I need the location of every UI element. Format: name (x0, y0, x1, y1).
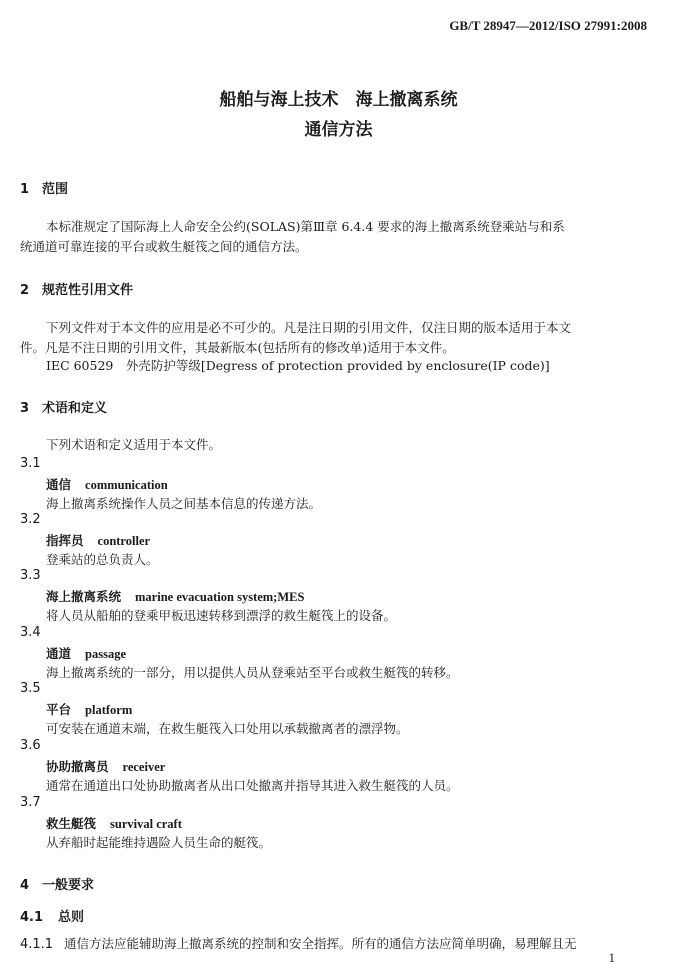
section-number: 4 (20, 878, 30, 893)
clause-4-1-1 (20, 934, 577, 955)
section-title: 术语和定义 (42, 401, 108, 416)
section-title: 范围 (42, 182, 69, 197)
subsection-title: 总则 (58, 910, 85, 925)
term-zh: 平台 (46, 702, 72, 717)
term-zh: 救生艇筏 (46, 816, 97, 831)
term-entry (46, 531, 150, 549)
term-en: passage (85, 647, 126, 661)
term-definition: 从弃船时起能维持遇险人员生命的艇筏。 (46, 835, 272, 850)
section-2-heading (20, 279, 133, 298)
normative-paragraph-line2: 件。凡是不注日期的引用文件，其最新版本(包括所有的修改单)适用于本文件。 (20, 340, 455, 355)
term-zh: 通信 (46, 477, 72, 492)
section-title: 规范性引用文件 (42, 283, 134, 298)
term-number: 3.3 (20, 568, 41, 583)
section-number: 1 (20, 182, 30, 197)
term-zh: 通道 (46, 646, 72, 661)
section-title: 一般要求 (42, 878, 95, 893)
term-definition: 海上撤离系统的一部分，用以提供人员从登乘站至平台或救生艇筏的转移。 (46, 665, 459, 680)
term-entry (46, 757, 165, 775)
term-en: platform (85, 703, 133, 717)
reference-iec-60529: IEC 60529 外壳防护等级[Degress of protection provided by enclosure(IP code)] (46, 358, 550, 373)
term-definition: 可安装在通道末端，在救生艇筏入口处用以承载撤离者的漂浮物。 (46, 721, 409, 736)
term-zh: 海上撤离系统 (46, 589, 122, 604)
clause-text: 通信方法应能辅助海上撤离系统的控制和安全指挥。所有的通信方法应简单明确，易理解且无 (64, 936, 577, 951)
term-number: 3.4 (20, 625, 41, 640)
term-definition: 将人员从船舶的登乘甲板迅速转移到漂浮的救生艇筏上的设备。 (46, 608, 397, 623)
term-zh: 指挥员 (46, 533, 84, 548)
term-number: 3.7 (20, 795, 41, 810)
term-en: receiver (122, 760, 166, 774)
term-en: communication (85, 478, 168, 492)
term-en: marine evacuation system;MES (135, 590, 305, 604)
page-number: 1 (608, 950, 615, 965)
scope-paragraph-line1: 本标准规定了国际海上人命安全公约(SOLAS)第Ⅲ章 6.4.4 要求的海上撤离系统登乘站与和系 (46, 219, 565, 234)
standard-number: GB/T 28947—2012/ISO 27991:2008 (449, 18, 647, 33)
term-entry (46, 700, 132, 718)
scope-paragraph-line2: 统通道可靠连接的平台或救生艇筏之间的通信方法。 (20, 239, 308, 254)
section-4-heading (20, 874, 94, 893)
term-en: survival craft (110, 817, 182, 831)
term-number: 3.5 (20, 681, 41, 696)
subsection-4-1-heading (20, 906, 84, 925)
section-1-heading (20, 178, 68, 197)
document-title-line1: 船舶与海上技术 海上撤离系统 (219, 90, 458, 110)
clause-number: 4.1.1 (20, 937, 54, 952)
term-number: 3.2 (20, 512, 41, 527)
term-en: controller (97, 534, 151, 548)
subsection-number: 4.1 (20, 910, 44, 925)
terms-intro: 下列术语和定义适用于本文件。 (46, 437, 222, 452)
term-definition: 登乘站的总负责人。 (46, 552, 159, 567)
term-entry (46, 587, 304, 605)
term-definition: 海上撤离系统操作人员之间基本信息的传递方法。 (46, 496, 322, 511)
normative-paragraph-line1: 下列文件对于本文件的应用是必不可少的。凡是注日期的引用文件，仅注日期的版本适用于本文 (46, 320, 572, 335)
document-title-line2: 通信方法 (304, 120, 373, 140)
term-definition: 通常在通道出口处协助撤离者从出口处撤离并指导其进入救生艇筏的人员。 (46, 778, 459, 793)
term-zh: 协助撤离员 (46, 759, 109, 774)
term-entry (46, 644, 126, 662)
term-entry (46, 475, 168, 493)
section-3-heading (20, 397, 107, 416)
term-entry (46, 814, 182, 832)
term-number: 3.6 (20, 738, 41, 753)
section-number: 2 (20, 283, 30, 298)
section-number: 3 (20, 401, 30, 416)
term-number: 3.1 (20, 456, 41, 471)
